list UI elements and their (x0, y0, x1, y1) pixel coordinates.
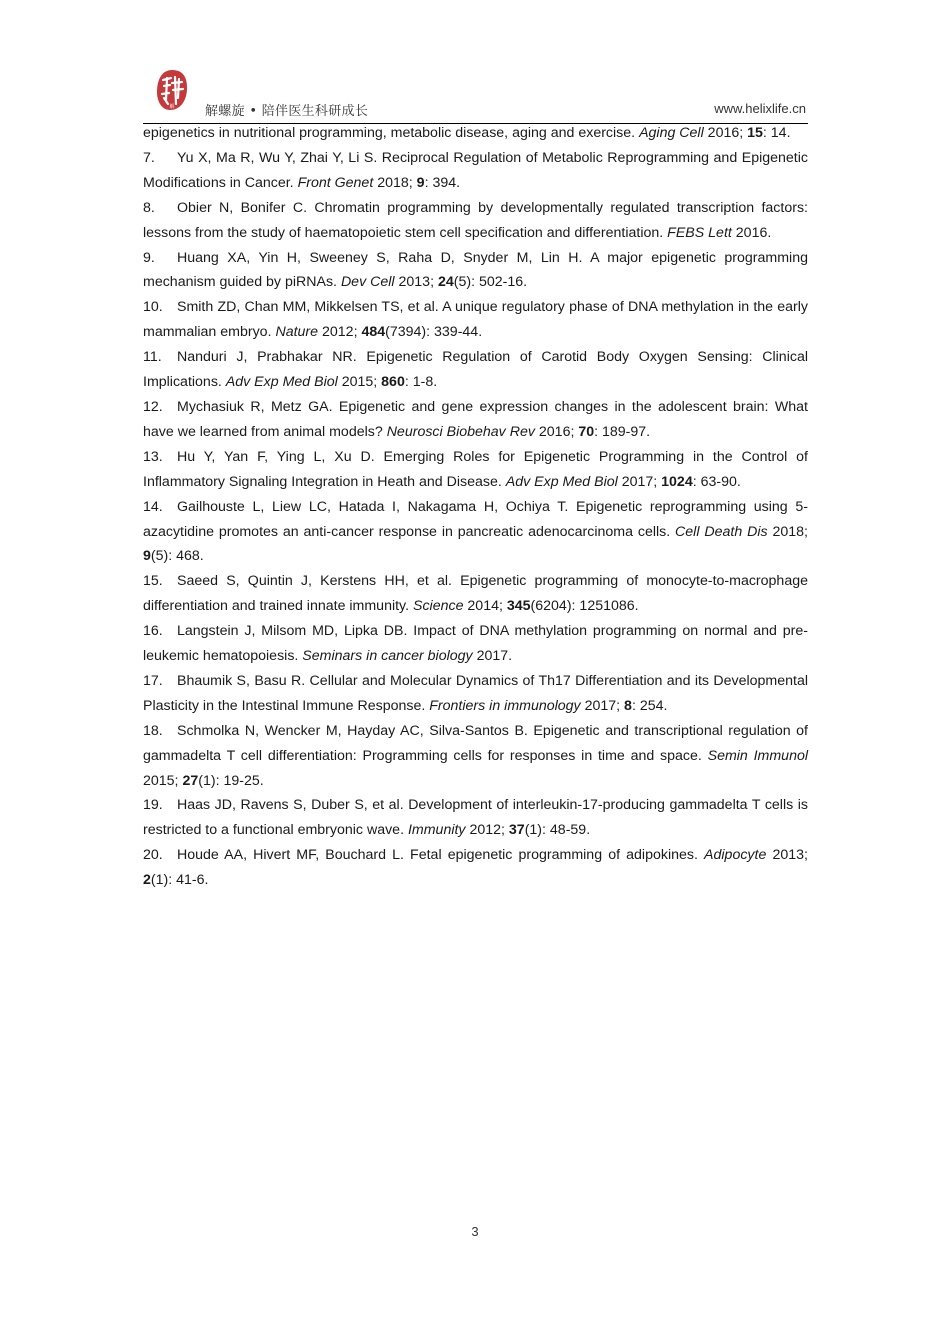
reference-text: Nanduri J, Prabhakar NR. Epigenetic Regulation of Carotid Body Oxygen Sensing: Clinical Implications. (143, 349, 808, 391)
reference-text: Mychasiuk R, Metz GA. Epigenetic and gene expression changes in the adolescent brain: What have we learned from animal models? (143, 398, 808, 440)
reference-year: 2013; (766, 847, 808, 864)
reference-journal: Semin Immunol (707, 747, 809, 764)
reference-volume: 9 (143, 548, 151, 565)
reference-text: Haas JD, Ravens S, Duber S, et al. Development of interleukin-17-producing gammadelta T cells is restricted to a functional embryonic wave. (143, 797, 808, 839)
reference-volume: 24 (437, 274, 454, 291)
logo-text: 解 (169, 104, 175, 110)
reference-item (143, 295, 808, 345)
reference-text: Saeed S, Quintin J, Kerstens HH, et al. Epigenetic programming of monocyte-to-macrophage differentiation and trained innate immunity. (143, 573, 808, 615)
reference-year: 2012; (318, 324, 362, 341)
reference-item (143, 719, 808, 794)
reference-journal: Adv Exp Med Biol (505, 473, 618, 490)
reference-volume: 2 (143, 872, 151, 889)
reference-pages: (5): 468. (150, 548, 204, 565)
reference-volume: 15 (747, 125, 763, 141)
reference-volume: 9 (416, 174, 425, 191)
reference-journal: Seminars in cancer biology (302, 648, 473, 665)
site-url: www.helixlife.cn (714, 101, 806, 116)
reference-number: 12. (143, 398, 163, 415)
reference-volume: 27 (182, 772, 199, 789)
reference-number: 20. (143, 847, 163, 864)
reference-text: Obier N, Bonifer C. Chromatin programming by developmentally regulated transcription factors: lessons from the study of haematopoietic stem cell specification and differentiation. (143, 199, 808, 241)
reference-year: 2015; (337, 374, 382, 391)
reference-journal: Front Genet (297, 174, 374, 191)
reference-pages: : 394. (424, 174, 461, 191)
reference-pages: (5): 502-16. (453, 274, 528, 291)
reference-journal: Aging Cell (639, 125, 704, 141)
reference-year: 2017; (617, 473, 662, 490)
reference-item (143, 196, 808, 246)
reference-year: 2013; (394, 274, 438, 291)
reference-pages: (6204): 1251086. (530, 598, 639, 615)
reference-number: 15. (143, 573, 163, 590)
reference-year: 2017; (580, 697, 625, 714)
reference-item (143, 843, 808, 893)
reference-item (143, 669, 808, 719)
reference-item (143, 619, 808, 669)
helix-seal-logo-icon (155, 68, 189, 112)
reference-journal: Adipocyte (704, 847, 767, 864)
reference-volume: 37 (508, 822, 525, 839)
reference-text: Bhaumik S, Basu R. Cellular and Molecular Dynamics of Th17 Differentiation and its Developmental Plasticity in the Intestinal Immune Response. (143, 672, 808, 714)
reference-year: 2016; (703, 125, 748, 141)
reference-journal: Dev Cell (340, 274, 395, 291)
reference-item (143, 495, 808, 570)
reference-journal: Cell Death Dis (675, 523, 768, 540)
reference-pages: : 254. (631, 697, 668, 714)
reference-number: 16. (143, 623, 163, 640)
reference-text: Langstein J, Milsom MD, Lipka DB. Impact of DNA methylation programming on normal and pre-leukemic hematopoiesis. (143, 623, 808, 665)
reference-text: Yu X, Ma R, Wu Y, Zhai Y, Li S. Reciprocal Regulation of Metabolic Reprogramming and Epigenetic Modifications in Cancer. (143, 149, 808, 191)
reference-volume: 484 (361, 324, 386, 341)
reference-journal: Frontiers in immunology (429, 697, 581, 714)
reference-pages: (1): 41-6. (150, 872, 209, 889)
page-number: 3 (471, 1224, 479, 1239)
reference-item (143, 793, 808, 843)
reference-text: epigenetics in nutritional programming, metabolic disease, aging and exercise. (143, 125, 640, 141)
reference-number: 18. (143, 722, 163, 739)
reference-year: 2017. (472, 648, 513, 665)
reference-number: 17. (143, 672, 163, 689)
reference-pages: (1): 48-59. (524, 822, 591, 839)
reference-pages: : 1-8. (404, 374, 438, 391)
reference-journal: Adv Exp Med Biol (225, 374, 338, 391)
reference-year: 2012; (465, 822, 509, 839)
reference-volume: 1024 (661, 473, 693, 490)
reference-year: 2018; (373, 174, 417, 191)
reference-volume: 860 (381, 374, 405, 391)
brand-slogan: 解螺旋 • 陪伴医生科研成长 (205, 104, 369, 119)
reference-number: 8. (143, 199, 155, 216)
reference-journal: Science (412, 598, 464, 615)
reference-text: Gailhouste L, Liew LC, Hatada I, Nakagama H, Ochiya T. Epigenetic reprogramming using 5-azacytidine promotes an anti-cancer response in pancreatic adenocarcinoma cells. (143, 498, 808, 540)
reference-number: 13. (143, 448, 163, 465)
reference-number: 19. (143, 797, 163, 814)
reference-number: 7. (143, 149, 155, 166)
reference-item (143, 395, 808, 445)
reference-item (143, 345, 808, 395)
reference-year: 2015; (143, 772, 183, 789)
reference-text: Huang XA, Yin H, Sweeney S, Raha D, Snyder M, Lin H. A major epigenetic programming mechanism guided by piRNAs. (143, 249, 808, 291)
reference-pages: : 63-90. (692, 473, 741, 490)
page-header (143, 66, 808, 124)
reference-journal: FEBS Lett (667, 224, 732, 241)
reference-item (143, 569, 808, 619)
reference-text: Schmolka N, Wencker M, Hayday AC, Silva-Santos B. Epigenetic and transcriptional regulation of gammadelta T cell differentiation: Programming cells for responses in time and space. (143, 722, 808, 764)
reference-number: 10. (143, 299, 163, 316)
reference-text: Houde AA, Hivert MF, Bouchard L. Fetal epigenetic programming of adipokines. (177, 847, 705, 864)
reference-text: Smith ZD, Chan MM, Mikkelsen TS, et al. A unique regulatory phase of DNA methylation in the early mammalian embryo. (143, 299, 808, 341)
reference-volume: 345 (506, 598, 531, 615)
reference-item (143, 121, 808, 146)
reference-pages: (1): 19-25. (198, 772, 264, 789)
reference-item (143, 246, 808, 296)
reference-list (143, 121, 808, 893)
reference-item (143, 146, 808, 196)
reference-journal: Immunity (407, 822, 466, 839)
reference-year: 2014; (463, 598, 507, 615)
reference-year: 2016; (534, 423, 579, 440)
reference-volume: 70 (578, 423, 595, 440)
reference-text: Hu Y, Yan F, Ying L, Xu D. Emerging Roles for Epigenetic Programming in the Control of Inflammatory Signaling Integration in Heath and Disease. (143, 448, 808, 490)
reference-pages: : 189-97. (594, 423, 651, 440)
reference-year: 2016. (731, 224, 772, 241)
reference-journal: Nature (275, 324, 319, 341)
reference-pages: : 14. (762, 125, 791, 141)
reference-year: 2018; (767, 523, 808, 540)
reference-volume: 8 (624, 697, 632, 714)
reference-pages: (7394): 339-44. (385, 324, 483, 341)
reference-journal: Neurosci Biobehav Rev (386, 423, 535, 440)
reference-number: 11. (143, 349, 162, 366)
reference-item (143, 445, 808, 495)
reference-number: 14. (143, 498, 163, 515)
reference-number: 9. (143, 249, 155, 266)
